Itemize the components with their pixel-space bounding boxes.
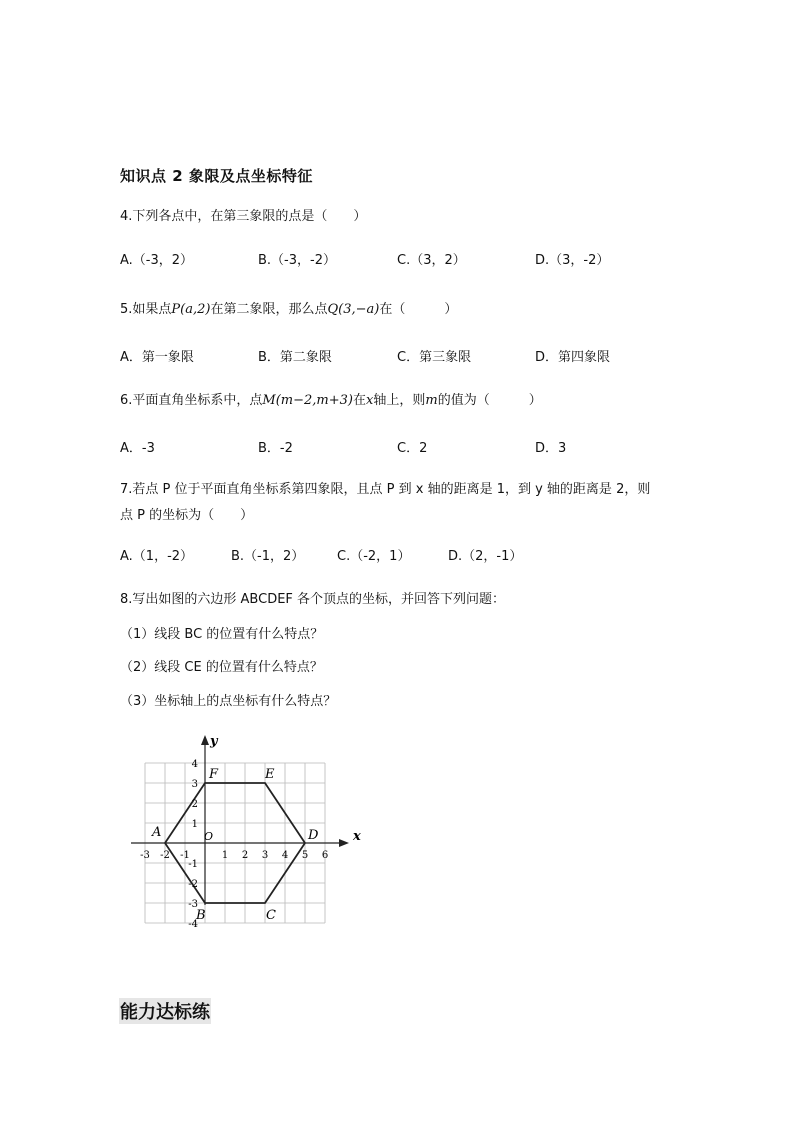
q7-option-b: B.（-1，2）: [231, 549, 305, 564]
q5-option-c: C．第三象限: [397, 350, 472, 365]
q6-option-d: D．3: [535, 441, 567, 456]
y-tick-label: 2: [191, 799, 198, 810]
x-tick-label: 4: [281, 850, 289, 861]
q6-stem-part-b: 在: [352, 393, 366, 408]
q6-stem-part-d: 的值为（ ）: [437, 393, 542, 408]
y-axis-label: y: [210, 734, 218, 749]
x-tick-label: -2: [160, 850, 170, 861]
question-7-line-2: 点 P 的坐标为（ ）: [120, 508, 254, 523]
vertex-label-a: A: [152, 825, 162, 840]
q6-var-m: m: [425, 393, 438, 408]
vertex-label-c: C: [266, 908, 276, 923]
x-axis-label: x: [353, 829, 361, 844]
y-tick-label: 4: [191, 759, 198, 770]
question-7-line-1: 7.若点 P 位于平面直角坐标系第四象限，且点 P 到 x 轴的距离是 1，到 y 轴的距离是 2，则: [120, 482, 651, 497]
q6-stem-part-a: 6.平面直角坐标系中，点: [120, 393, 263, 408]
y-tick-label: -2: [188, 879, 198, 890]
hexagon-abcdef: [165, 783, 305, 903]
q7-option-c: C.（-2，1）: [337, 549, 411, 564]
q7-option-d: D.（2，-1）: [448, 549, 523, 564]
q5-option-a: A．第一象限: [120, 350, 194, 365]
y-tick-label: 3: [191, 779, 198, 790]
q6-point-m: M(m−2,m+3): [262, 393, 353, 408]
y-tick-label: 1: [191, 819, 198, 830]
q6-stem-part-c: 轴上，则: [373, 393, 426, 408]
x-tick-label: -3: [140, 850, 150, 861]
y-tick-label: -1: [188, 859, 198, 870]
vertex-label-f: F: [209, 767, 219, 782]
section-title-ability: 能力达标练: [119, 998, 211, 1024]
x-tick-label: 5: [301, 850, 309, 861]
vertex-label-e: E: [265, 767, 275, 782]
q6-var-x: x: [366, 393, 374, 408]
q4-option-a: A.（-3，2）: [120, 253, 194, 268]
y-tick-label: -3: [188, 899, 198, 910]
question-6-stem: [120, 389, 542, 408]
x-tick-label: 6: [321, 850, 329, 861]
y-tick-label: -4: [188, 919, 198, 930]
q5-stem-part-a: 5.如果点: [120, 302, 172, 317]
section-heading: 知识点 2 象限及点坐标特征: [120, 167, 313, 185]
q5-point-p: P(a,2): [171, 302, 211, 317]
q4-option-c: C.（3，2）: [397, 253, 466, 268]
q5-stem-part-b: 在第二象限，那么点: [210, 302, 328, 317]
x-tick-label: 3: [261, 850, 269, 861]
q8-sub-question-1: （1）线段 BC 的位置有什么特点？: [120, 627, 324, 642]
origin-label: O: [204, 830, 214, 843]
q4-option-d: D.（3，-2）: [535, 253, 610, 268]
question-5-stem: [120, 298, 457, 317]
q7-option-a: A.（1，-2）: [120, 549, 194, 564]
q6-option-b: B．-2: [258, 441, 293, 456]
x-tick-label: 1: [221, 850, 229, 861]
q6-option-a: A．-3: [120, 441, 155, 456]
question-4-stem: 4.下列各点中，在第三象限的点是（ ）: [120, 209, 367, 224]
q5-option-d: D．第四象限: [535, 350, 611, 365]
question-8-stem: 8.写出如图的六边形 ABCDEF 各个顶点的坐标，并回答下列问题：: [120, 592, 506, 607]
q4-option-b: B.（-3，-2）: [258, 253, 336, 268]
x-axis-arrow: [339, 839, 349, 847]
q6-option-c: C．2: [397, 441, 428, 456]
x-tick-label: -1: [180, 850, 190, 861]
q5-option-b: B．第二象限: [258, 350, 332, 365]
vertex-label-d: D: [308, 828, 319, 843]
q8-sub-question-2: （2）线段 CE 的位置有什么特点？: [120, 660, 323, 675]
y-axis-arrow: [201, 735, 209, 745]
q8-sub-question-3: （3）坐标轴上的点坐标有什么特点？: [120, 694, 337, 709]
x-tick-label: 2: [241, 850, 249, 861]
q5-stem-part-c: 在（ ）: [379, 302, 458, 317]
vertex-label-b: B: [196, 908, 206, 923]
q5-point-q: Q(3,−a): [327, 302, 380, 317]
